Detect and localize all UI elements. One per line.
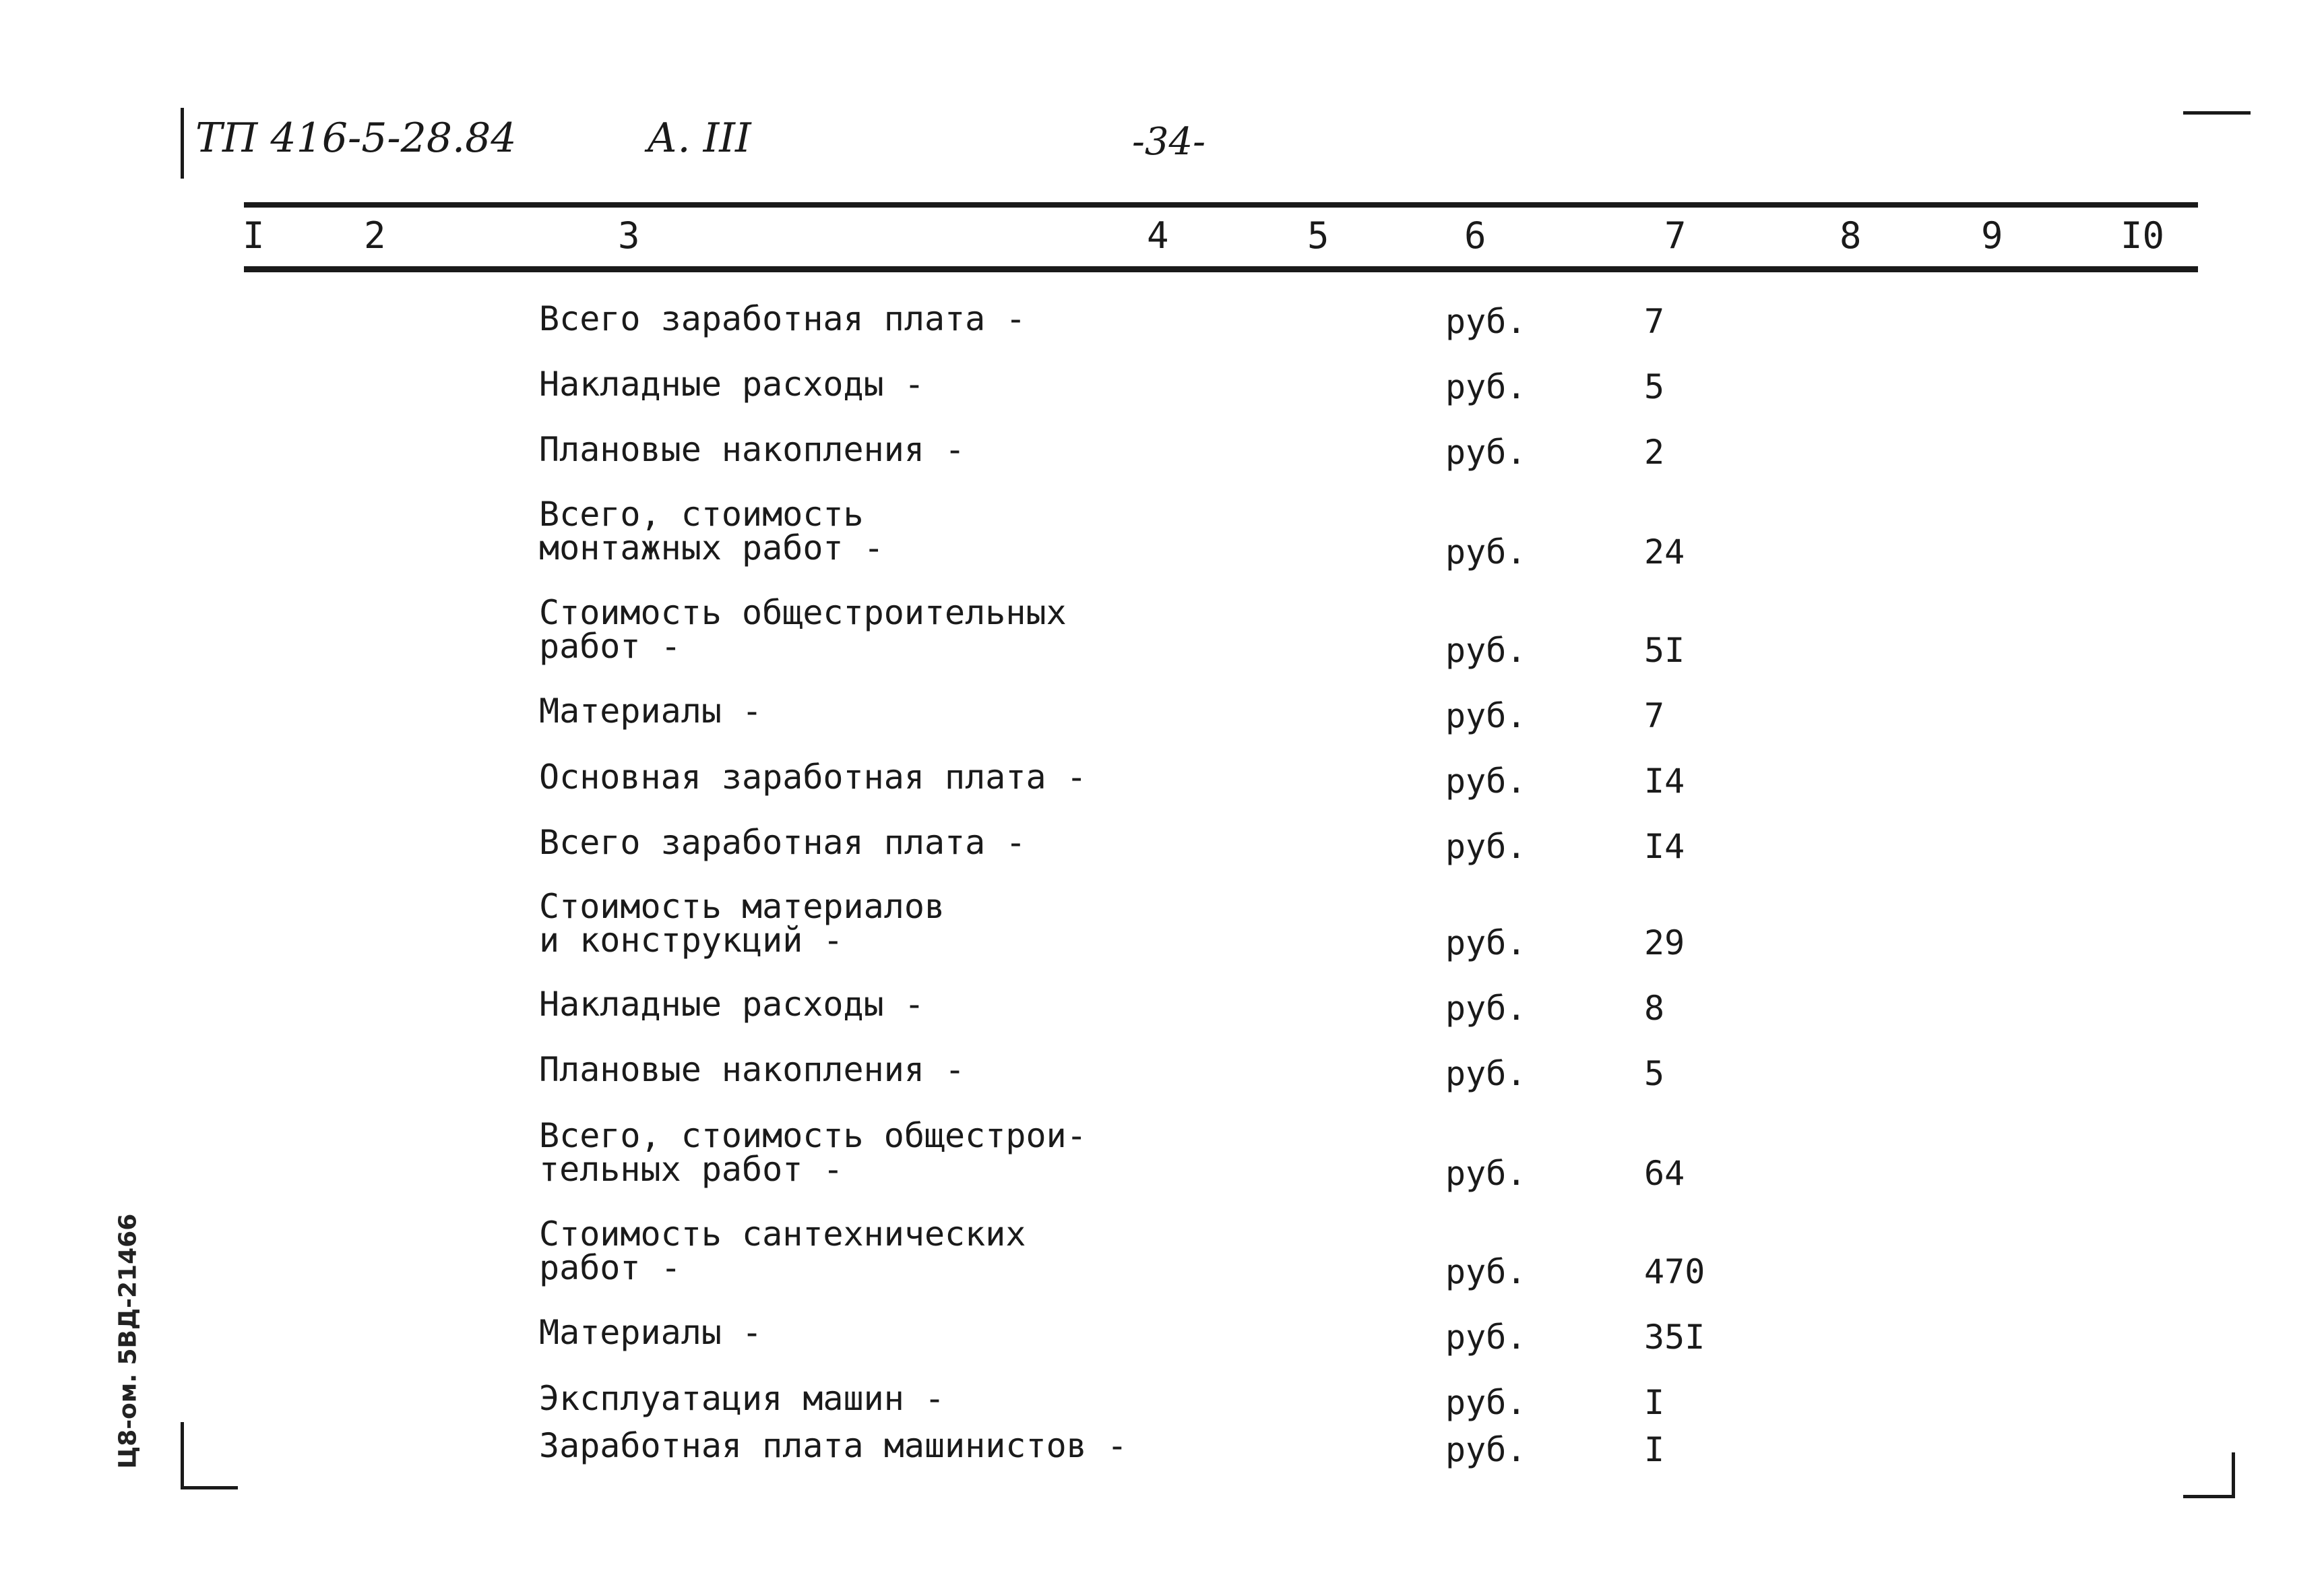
column-header-1: I [243, 214, 265, 257]
column-header-2: 2 [364, 214, 386, 257]
bottom-left-corner-mark-h [181, 1486, 238, 1489]
row-unit: руб. [1445, 696, 1527, 735]
row-value: 35I [1644, 1318, 1705, 1357]
row-label-line: и конструкций - [539, 921, 844, 960]
row-label-line: Всего, стоимость общестрои- [539, 1116, 1087, 1155]
row-value: 5I [1644, 631, 1685, 670]
top-right-corner-mark [2183, 111, 2251, 115]
row-value: 7 [1644, 696, 1665, 735]
row-unit: руб. [1445, 1383, 1527, 1422]
page-number: -34- [1132, 120, 1206, 164]
sheet-label: А. III [647, 115, 751, 162]
row-label [539, 1426, 1127, 1465]
row-label-line: монтажных работ - [539, 528, 884, 567]
column-header-8: 8 [1840, 214, 1862, 257]
row-label-line: Материалы - [539, 1313, 763, 1352]
row-label [539, 497, 884, 565]
row-value: I [1644, 1383, 1665, 1422]
row-label-line: Плановые накопления - [539, 430, 966, 469]
row-unit: руб. [1445, 762, 1527, 801]
row-value: 29 [1644, 923, 1685, 962]
row-unit: руб. [1445, 532, 1527, 572]
row-value: I4 [1644, 762, 1685, 801]
row-label [539, 823, 1026, 862]
row-label [539, 1116, 1087, 1189]
row-unit: руб. [1445, 302, 1527, 341]
row-label-line: Всего заработная плата - [539, 299, 1026, 338]
column-header-7: 7 [1664, 214, 1687, 257]
row-label-line: Всего заработная плата - [539, 823, 1026, 862]
row-label-line: Заработная плата машинистов - [539, 1426, 1127, 1465]
row-label-line: Стоимость общестроительных [539, 593, 1067, 632]
row-value: 24 [1644, 532, 1685, 572]
table-header-rule [244, 266, 2198, 272]
bottom-right-corner-mark-v [2232, 1452, 2235, 1498]
column-header-10: I0 [2121, 214, 2165, 257]
column-header-6: 6 [1464, 214, 1486, 257]
document-number: ТП 416-5-28.84 [195, 115, 517, 162]
bottom-right-corner-mark-h [2183, 1495, 2235, 1498]
column-header-3: 3 [618, 214, 640, 257]
row-unit: руб. [1445, 367, 1527, 406]
row-label [539, 887, 945, 960]
row-unit: руб. [1445, 1252, 1527, 1291]
row-value: I [1644, 1430, 1665, 1469]
side-stamp [101, 1200, 155, 1483]
row-label [539, 1050, 966, 1089]
row-label [539, 593, 1067, 666]
row-unit: руб. [1445, 923, 1527, 962]
row-unit: руб. [1445, 827, 1527, 866]
row-label-line: Материалы - [539, 691, 763, 731]
row-unit: руб. [1445, 1054, 1527, 1093]
row-value: 7 [1644, 302, 1665, 341]
row-value: 5 [1644, 1054, 1665, 1093]
row-label [539, 758, 1087, 797]
row-label-line: Плановые накопления - [539, 1050, 966, 1089]
row-label [539, 299, 1026, 338]
row-label-line: Всего, стоимость [539, 495, 864, 534]
row-unit: руб. [1445, 433, 1527, 472]
row-label-line: работ - [539, 627, 681, 666]
row-label-line: тельных работ - [539, 1150, 844, 1189]
table-top-rule [244, 202, 2198, 208]
row-label [539, 365, 924, 404]
bottom-left-corner-mark-v [181, 1422, 184, 1489]
row-unit: руб. [1445, 1430, 1527, 1469]
column-header-4: 4 [1147, 214, 1169, 257]
row-label-line: Накладные расходы - [539, 365, 924, 404]
row-label-line: Стоимость сантехнических [539, 1214, 1026, 1254]
row-label-line: Основная заработная плата - [539, 758, 1087, 797]
row-label-line: работ - [539, 1248, 681, 1287]
row-value: 470 [1644, 1252, 1705, 1291]
row-value: I4 [1644, 827, 1685, 866]
row-label [539, 1214, 1026, 1287]
row-label-line: Стоимость материалов [539, 887, 945, 926]
row-label [539, 1379, 945, 1418]
row-value: 8 [1644, 989, 1665, 1028]
row-label-line: Эксплуатация машин - [539, 1379, 945, 1418]
row-label [539, 430, 966, 469]
row-unit: руб. [1445, 1154, 1527, 1193]
row-label [539, 691, 763, 731]
row-label-line: Накладные расходы - [539, 985, 924, 1024]
column-header-9: 9 [1981, 214, 2003, 257]
row-label [539, 1313, 763, 1352]
row-value: 2 [1644, 433, 1665, 472]
row-value: 5 [1644, 367, 1665, 406]
column-header-5: 5 [1307, 214, 1329, 257]
row-value: 64 [1644, 1154, 1685, 1193]
left-margin-mark [181, 108, 184, 179]
row-unit: руб. [1445, 1318, 1527, 1357]
side-stamp-text: Ц8-ом. 5ВД-21466 [114, 1213, 142, 1469]
row-label [539, 985, 924, 1024]
row-unit: руб. [1445, 989, 1527, 1028]
row-unit: руб. [1445, 631, 1527, 670]
